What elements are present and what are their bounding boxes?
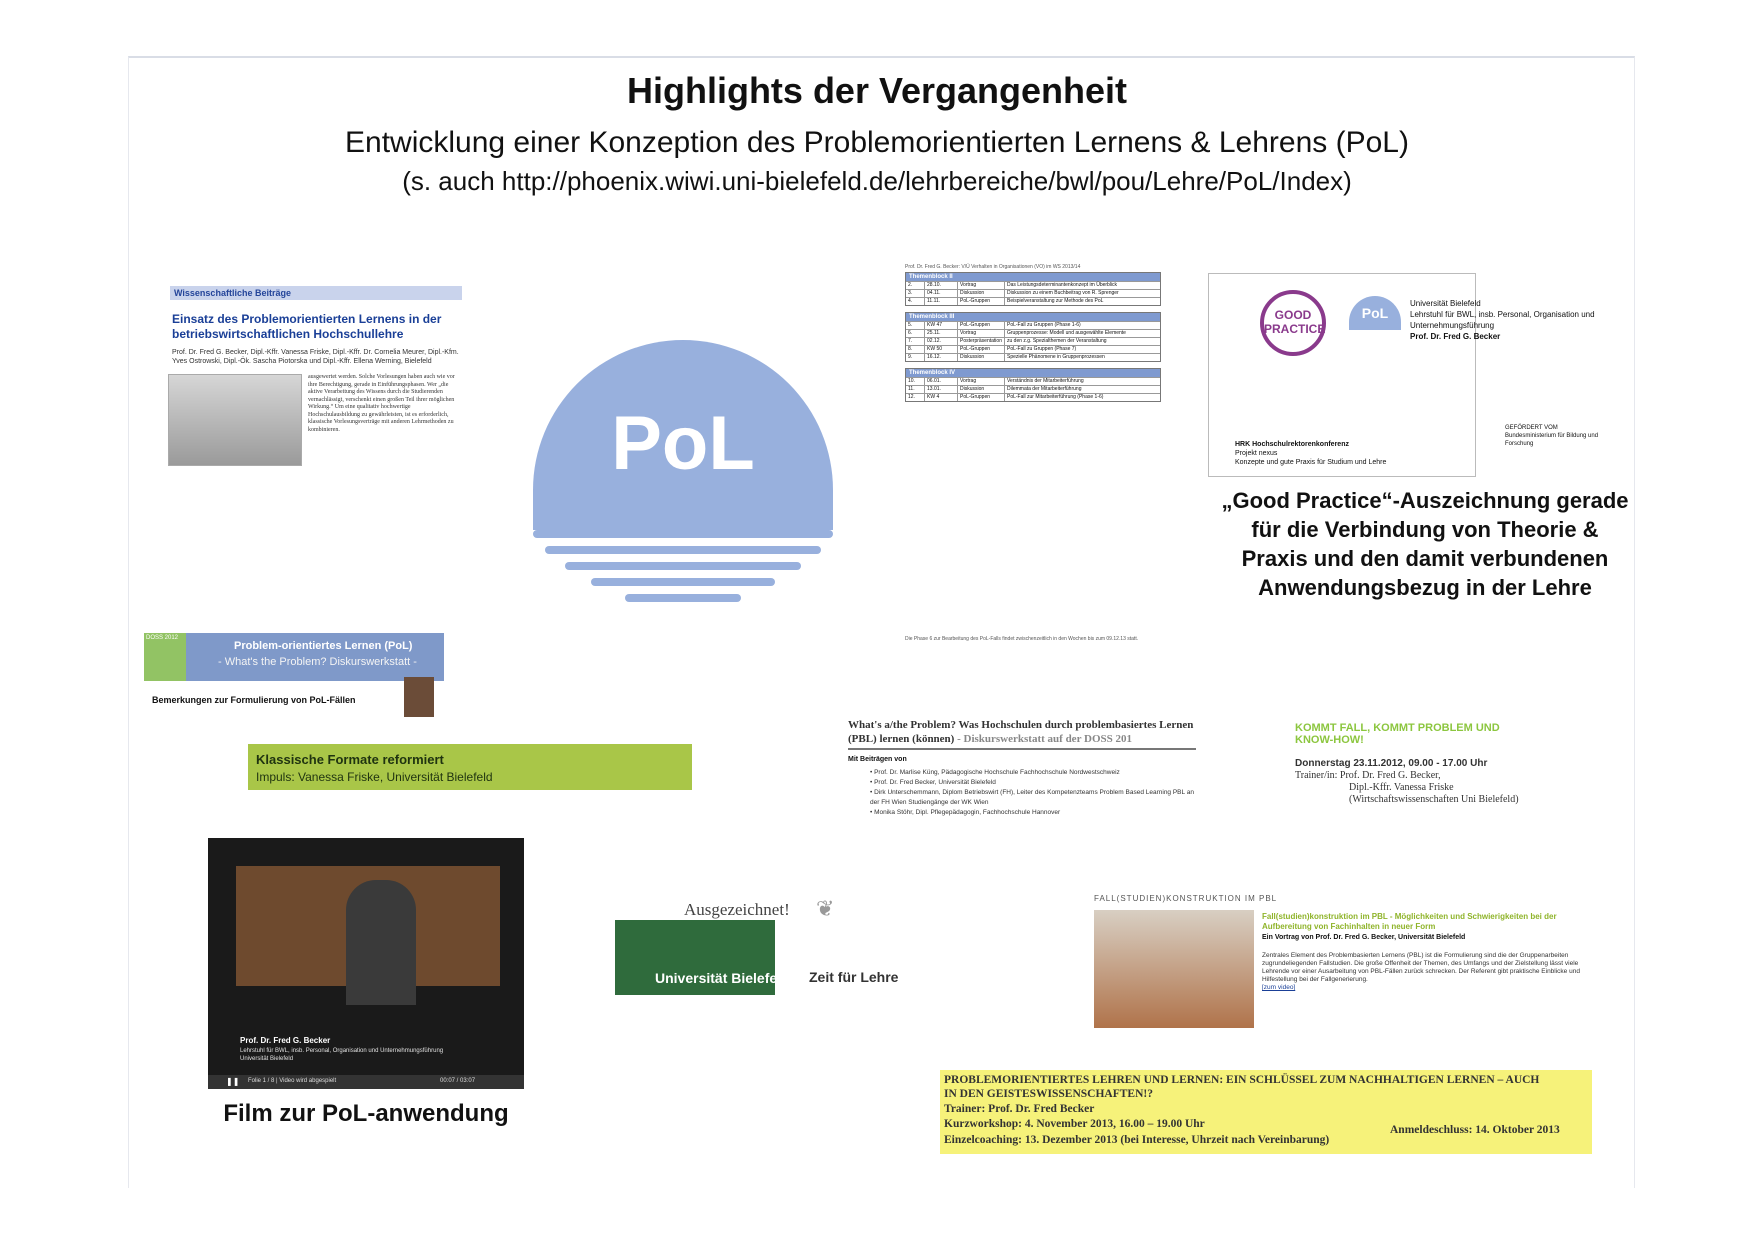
page-subtitle: Entwicklung einer Konzeption des Problemorientierten Lernens & Lehrens (PoL) [345,126,1409,159]
doss-title: Problem-orientiertes Lernen (PoL) [234,640,413,652]
schedule-footnote: Die Phase 6 zur Bearbeitung des PoL-Falls findet zwischenzeitlich in den Wochen bis zum 09.12.13 statt. [905,636,1139,642]
video-time: 00:07 / 03:07 [440,1078,476,1084]
gp-chair: Lehrstuhl für BWL, insb. Personal, Organisation und Unternehmungsführung [1410,310,1595,330]
pol-logo-text: PoL [611,401,755,486]
doss-remarks: Bemerkungen zur Formulierung von PoL-Fällen [152,695,356,705]
whats-problem-title [848,718,1196,750]
whats-title-main: What's a/the Problem? Was Hochschulen durch problembasiertes Lernen (PBL) lernen (können) [848,719,1194,745]
schedule-row: 7. 02.12. Posterpräsentation zu den z.g. Spezialthemen der Veranstaltung [906,337,1160,345]
whats-contributors-label: Mit Beiträgen von [848,756,907,763]
video-status: Folie 1 / 8 | Video wird abgespielt [248,1078,337,1084]
pol-logo-stripe [545,546,821,554]
hrk-block [1235,440,1435,467]
klassische-formate-subtitle: Impuls: Vanessa Friske, Universität Bielefeld [256,770,493,784]
doss-speaker-photo [404,677,434,717]
workshop-deadline: Anmeldeschluss: 14. Oktober 2013 [1390,1124,1560,1136]
list-item: • Dirk Unterschemmann, Diplom Betriebswirt (FH), Leiter des Kompetenzteams Problem Based Learning PBL an der FH Wien Studiengänge der WK Wien [870,789,1194,806]
hrk-name: HRK Hochschulrektorenkonferenz [1235,441,1349,448]
list-item: • Prof. Dr. Marlise Küng, Pädagogische Hochschule Fachhochschule Nordwestschweiz [870,769,1120,776]
video-chair: Lehrstuhl für BWL, insb. Personal, Organisation und Unternehmungsführung [240,1048,444,1054]
kommt-fall-title: KOMMT FALL, KOMMT PROBLEM UND KNOW-HOW! [1295,722,1500,746]
pol-small-logo: PoL [1349,296,1401,330]
schedule-row: 11. 13.01. Diskussion Dilemmata der Mitarbeiterführung [906,385,1160,393]
schedule-row: 9. 16.12. Diskussion Spezielle Phänomene in Gruppenprozessen [906,353,1160,361]
video-uni: Universität Bielefeld [240,1056,294,1062]
pol-logo-stripe [565,562,801,570]
laurel-icon: ❦ [816,896,835,921]
uni-bielefeld-label: Universität Bielefeld [655,970,790,986]
workshop-line1: PROBLEMORIENTIERTES LEHREN UND LERNEN: EIN SCHLÜSSEL ZUM NACHHALTIGEN LERNEN – AUCH [944,1074,1540,1086]
good-practice-stamp: GOOD PRACTICE [1260,290,1326,356]
article-authors: Prof. Dr. Fred G. Becker, Dipl.-Kffr. Vanessa Friske, Dipl.-Kffr. Dr. Cornelia Meurer, Dipl.-Kfm. Yves Ostrowski, Dipl.-Ök. Sascha Piotorska und Dipl.-Kffr. Ellena Werning, Bielefeld [172,349,459,365]
bmbf-block [1505,424,1605,448]
doss-badge: DOSS 2012 [144,633,186,681]
schedule-block [905,272,1161,306]
article-section-header: Wissenschaftliche Beiträge [170,286,462,300]
video-speaker-name: Prof. Dr. Fred G. Becker [240,1036,331,1045]
hrk-sub2: Konzepte und gute Praxis für Studium und Lehre [1235,459,1387,466]
kommt-fall-trainers [1295,770,1535,806]
good-practice-caption: „Good Practice“-Auszeichnung gerade für die Verbindung von Theorie & Praxis und den damit verbundenen Anwendungsbezug in der Lehre [1221,488,1629,600]
schedule-row: 6. 25.11. Vortrag Gruppenprozesse: Modell und ausgewählte Elemente [906,329,1160,337]
schedule-row: 4. 11.11. PoL-Gruppen Beispielveranstaltung zur Methode des PoL [906,297,1160,305]
workshop-date: Kurzworkshop: 4. November 2013, 16.00 – 19.00 Uhr [944,1118,1205,1130]
hrk-sub: Projekt nexus [1235,450,1278,457]
pol-logo-stripe [625,594,741,602]
schedule-row: 2. 28.10. Vortrag Das Leistungsdeterminantenkonzept im Überblick [906,281,1160,289]
kommt-fall-date: Donnerstag 23.11.2012, 09.00 - 17.00 Uhr [1295,758,1488,769]
doss-subtitle: - What's the Problem? Diskurswerkstatt - [218,656,417,668]
schedule-row: 5. KW 47 PoL-Gruppen PoL-Fall zu Gruppen (Phase 1-6) [906,321,1160,329]
gp-uni: Universität Bielefeld [1410,299,1481,308]
fall-by: Ein Vortrag von Prof. Dr. Fred G. Becker, Universität Bielefeld [1262,934,1466,941]
bm-funded: GEFÖRDERT VOM [1505,425,1558,431]
film-caption: Film zur PoL-anwendung [223,1100,509,1127]
video-speaker-desc [240,1047,443,1063]
list-item: • Prof. Dr. Fred Becker, Universität Bielefeld [870,779,996,786]
kommt-trainer2: Dipl.-Kffr. Vanessa Friske [1349,782,1454,793]
fall-body-text: Zentrales Element des Problembasierten Lernens (PBL) ist die Formulierung sind die der Gruppenarbeiten zugrundeliegenden Fallstudien. Die große Offenheit der Themen, des Umfangs und der Zielstellung lässt viele Lehrende vor einer Ausarbeitung von PBL-Fällen zurück schrecken. Der Referent gibt praktische Einblicke und Hilfestellung bei der Fallgenerierung. [1262,952,1580,983]
schedule-block-title: Themenblock III [906,313,1160,321]
fall-body [1262,952,1580,992]
video-controls[interactable] [208,1075,524,1089]
award-title: Ausgezeichnet! [684,900,790,919]
uni-bielefeld-logo-gap [775,920,791,965]
pol-logo-stripe [591,578,775,586]
whats-contributors-list [870,768,1200,818]
gp-prof: Prof. Dr. Fred G. Becker [1410,332,1501,341]
zeit-fuer-lehre: Zeit für Lehre [809,969,899,985]
schedule-block-title: Themenblock II [906,273,1160,281]
pol-logo-stripe [533,530,833,538]
workshop-trainer: Trainer: Prof. Dr. Fred Becker [944,1103,1095,1115]
page-title: Highlights der Vergangenheit [626,70,1128,111]
schedule-block [905,368,1161,402]
schedule-row: 3. 04.11. Diskussion Diskussion zu einem Buchbeitrag von R. Sprenger [906,289,1160,297]
schedule-header: Prof. Dr. Fred G. Becker: V/Ü Verhalten in Organisationen (VO) im WS 2013/14 [905,264,1081,270]
schedule-table [905,272,1161,408]
kommt-trainer: Trainer/in: Prof. Dr. Fred G. Becker, [1295,770,1441,781]
pol-logo-stripes [533,530,833,610]
bm-name: Bundesministerium für Bildung und Forschung [1505,433,1599,447]
list-item: • Monika Stöhr, Dipl. Pflegepädagogin, Fachhochschule Hannover [870,809,1061,816]
fall-header: FALL(STUDIEN)KONSTRUKTION IM PBL [1094,894,1278,903]
fall-title: Fall(studien)konstruktion im PBL - Möglichkeiten und Schwierigkeiten bei der Aufbereitung von Fachinhalten in neuer Form [1262,912,1557,931]
zum-video-link[interactable]: [zum video] [1262,984,1296,991]
video-speaker [346,880,416,1005]
whats-title-suffix: - Diskurswerkstatt auf der DOSS 201 [954,733,1132,745]
article-group-photo [168,374,302,466]
article-body: ausgewertet werden. Solche Vorlesungen haben auch wie vor ihre Berechtigung, gerade in Einführungsphasen. Wer „die aktive Verarbeitung des Wissens durch die Studierenden vernachlässigt, verschenkt einen großen Teil ihrer möglichen Wirkung.“ Um eine qualitativ hochwertige Hochschulausbildung zu gewährleisten, ist es erforderlich, klassische Vorlesungsverträge mit anderen Lehrmethoden zu kombinieren. [308,374,455,433]
klassische-formate-title: Klassische Formate reformiert [256,752,444,767]
kommt-inst: (Wirtschaftswissenschaften Uni Bielefeld) [1349,794,1519,805]
schedule-row: 8. KW 50 PoL-Gruppen PoL-Fall zu Gruppen (Phase 7) [906,345,1160,353]
page-subtitle-url: (s. auch http://phoenix.wiwi.uni-bielefeld.de/lehrbereiche/bwl/pou/Lehre/PoL/Index) [402,166,1352,196]
workshop-line2: IN DEN GEISTESWISSENSCHAFTEN!? [944,1088,1153,1100]
good-practice-institution [1410,298,1610,342]
schedule-row: 10. 06.01. Vortrag Verständnis der Mitarbeiterführung [906,377,1160,385]
workshop-coaching: Einzelcoaching: 13. Dezember 2013 (bei Interesse, Uhrzeit nach Vereinbarung) [944,1134,1330,1146]
pause-icon[interactable]: ❚❚ [226,1077,240,1086]
schedule-block [905,312,1161,362]
fall-speaker-photo [1094,910,1254,1028]
article-title: Einsatz des Problemorientierten Lernens in der betriebswirtschaftlichen Hochschullehre [172,312,442,341]
schedule-block-title: Themenblock IV [906,369,1160,377]
schedule-row: 12. KW 4 PoL-Gruppen PoL-Fall zur Mitarbeiterführung (Phase 1-6) [906,393,1160,401]
